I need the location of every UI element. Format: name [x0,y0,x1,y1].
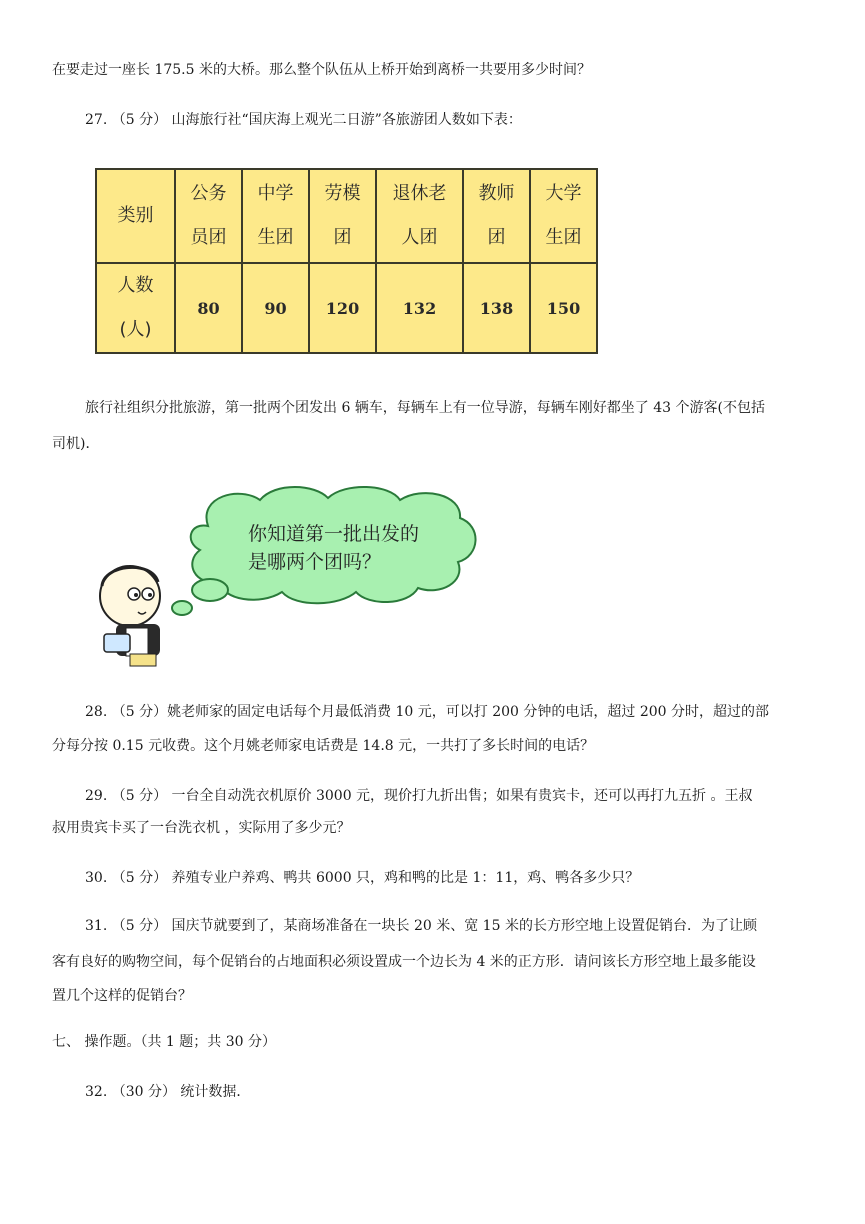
table-header-cell: 中学 生团 [242,169,309,263]
table-value-cell: 150 [530,263,597,353]
question-31: 31. （5 分） 国庆节就要到了，某商场准备在一块长 20 米、宽 15 米的长方形空地上设置促销台．为了让顾 [85,918,757,934]
text-line: 分每分按 0.15 元收费。这个月姚老师家电话费是 14.8 元，一共打了多长时间的电话？ [52,738,595,754]
table-value-cell: 138 [463,263,530,353]
table-value-cell: 132 [376,263,463,353]
thought-dot-large [192,579,228,601]
question-32: 32. （30 分） 统计数据． [85,1084,251,1100]
table-header-cell: 退休老 人团 [376,169,463,263]
bubble-text: 你知道第一批出发的 是哪两个团吗？ [248,523,420,573]
table-header-category: 类别 [96,169,175,263]
question-28: 28. （5 分）姚老师家的固定电话每个月最低消费 10 元，可以打 200 分钟的电话，超过 200 分时，超过的部 [85,704,770,720]
text-line: 置几个这样的促销台？ [52,988,192,1004]
boy-figure [100,566,160,666]
question-29: 29. （5 分） 一台全自动洗衣机原价 3000 元，现价打九折出售；如果有贵宾卡，还可以再打九五折 。王叔 [85,788,753,804]
question-30: 30. （5 分） 养殖专业户养鸡、鸭共 6000 只，鸡和鸭的比是 1：11，鸡、鸭各多少只？ [85,870,640,886]
table-header-count: 人数 (人) [96,263,175,353]
text-line: 旅行社组织分批旅游，第一批两个团发出 6 辆车，每辆车上有一位导游，每辆车刚好都坐了 43 个游客(不包括 [85,400,765,416]
text-line: 司机)． [52,436,100,452]
text-line: 客有良好的购物空间，每个促销台的占地面积必须设置成一个边长为 4 米的正方形．请问该长方形空地上最多能设 [52,954,756,970]
table-header-cell: 教师 团 [463,169,530,263]
section-heading: 七、 操作题。（共 1 题；共 30 分） [52,1034,276,1050]
question-27: 27. （5 分） 山海旅行社“国庆海上观光二日游”各旅游团人数如下表： [85,112,522,128]
text-line: 叔用贵宾卡买了一台洗衣机 ，实际用了多少元？ [52,820,351,836]
table-header-cell: 公务 员团 [175,169,242,263]
text-line: 在要走过一座长 175.5 米的大桥。那么整个队伍从上桥开始到离桥一共要用多少时间？ [52,62,591,78]
table-header-cell: 大学 生团 [530,169,597,263]
table-value-cell: 120 [309,263,376,353]
table-header-cell: 劳模 团 [309,169,376,263]
table-value-cell: 90 [242,263,309,353]
table-value-cell: 80 [175,263,242,353]
thought-dot-small [172,601,192,615]
tour-group-table [95,168,598,354]
